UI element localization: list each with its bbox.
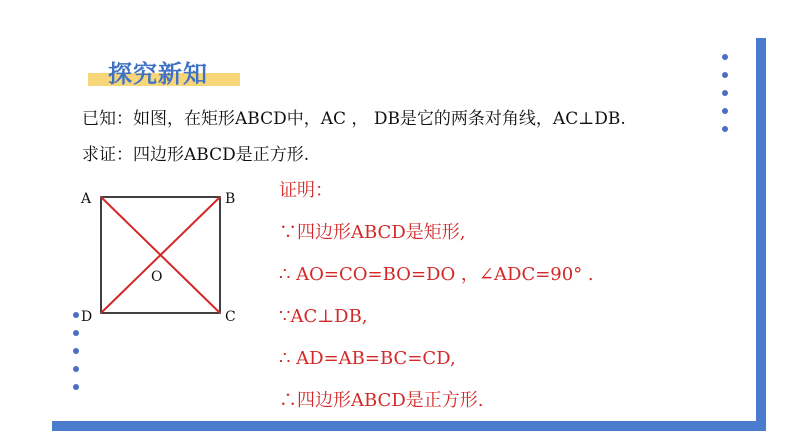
dot-icon	[722, 90, 728, 96]
decorative-dots-right	[722, 54, 728, 144]
proof-block	[279, 174, 594, 426]
dot-icon	[722, 72, 728, 78]
label-o: O	[151, 269, 163, 285]
section-title	[88, 54, 240, 90]
square-figure	[74, 186, 246, 330]
label-a: A	[81, 191, 92, 207]
label-d: D	[81, 309, 93, 325]
label-c: C	[225, 309, 236, 325]
section-title-text: 探究新知	[108, 60, 208, 88]
proof-line: ∴ AD=AB=BC=CD,	[279, 348, 456, 369]
proof-line: ∴四边形ABCD是正方形.	[279, 390, 484, 411]
given-statement: 已知：如图，在矩形ABCD中，AC ， DB是它的两条对角线，AC⊥DB.	[82, 109, 626, 129]
prove-statement: 求证：四边形ABCD是正方形.	[82, 145, 310, 165]
dot-icon	[722, 108, 728, 114]
dot-icon	[73, 330, 79, 336]
proof-line: ∵四边形ABCD是矩形,	[279, 222, 466, 243]
frame-right-bar	[756, 38, 766, 430]
dot-icon	[722, 126, 728, 132]
dot-icon	[73, 366, 79, 372]
proof-line: 证明：	[279, 180, 333, 201]
dot-icon	[73, 348, 79, 354]
proof-line: ∴ AO=CO=BO=DO ，∠ADC=90° .	[279, 264, 594, 285]
label-b: B	[225, 191, 236, 207]
dot-icon	[722, 54, 728, 60]
square-diagram	[74, 186, 246, 326]
dot-icon	[73, 384, 79, 390]
proof-line: ∵AC⊥DB,	[279, 306, 368, 327]
